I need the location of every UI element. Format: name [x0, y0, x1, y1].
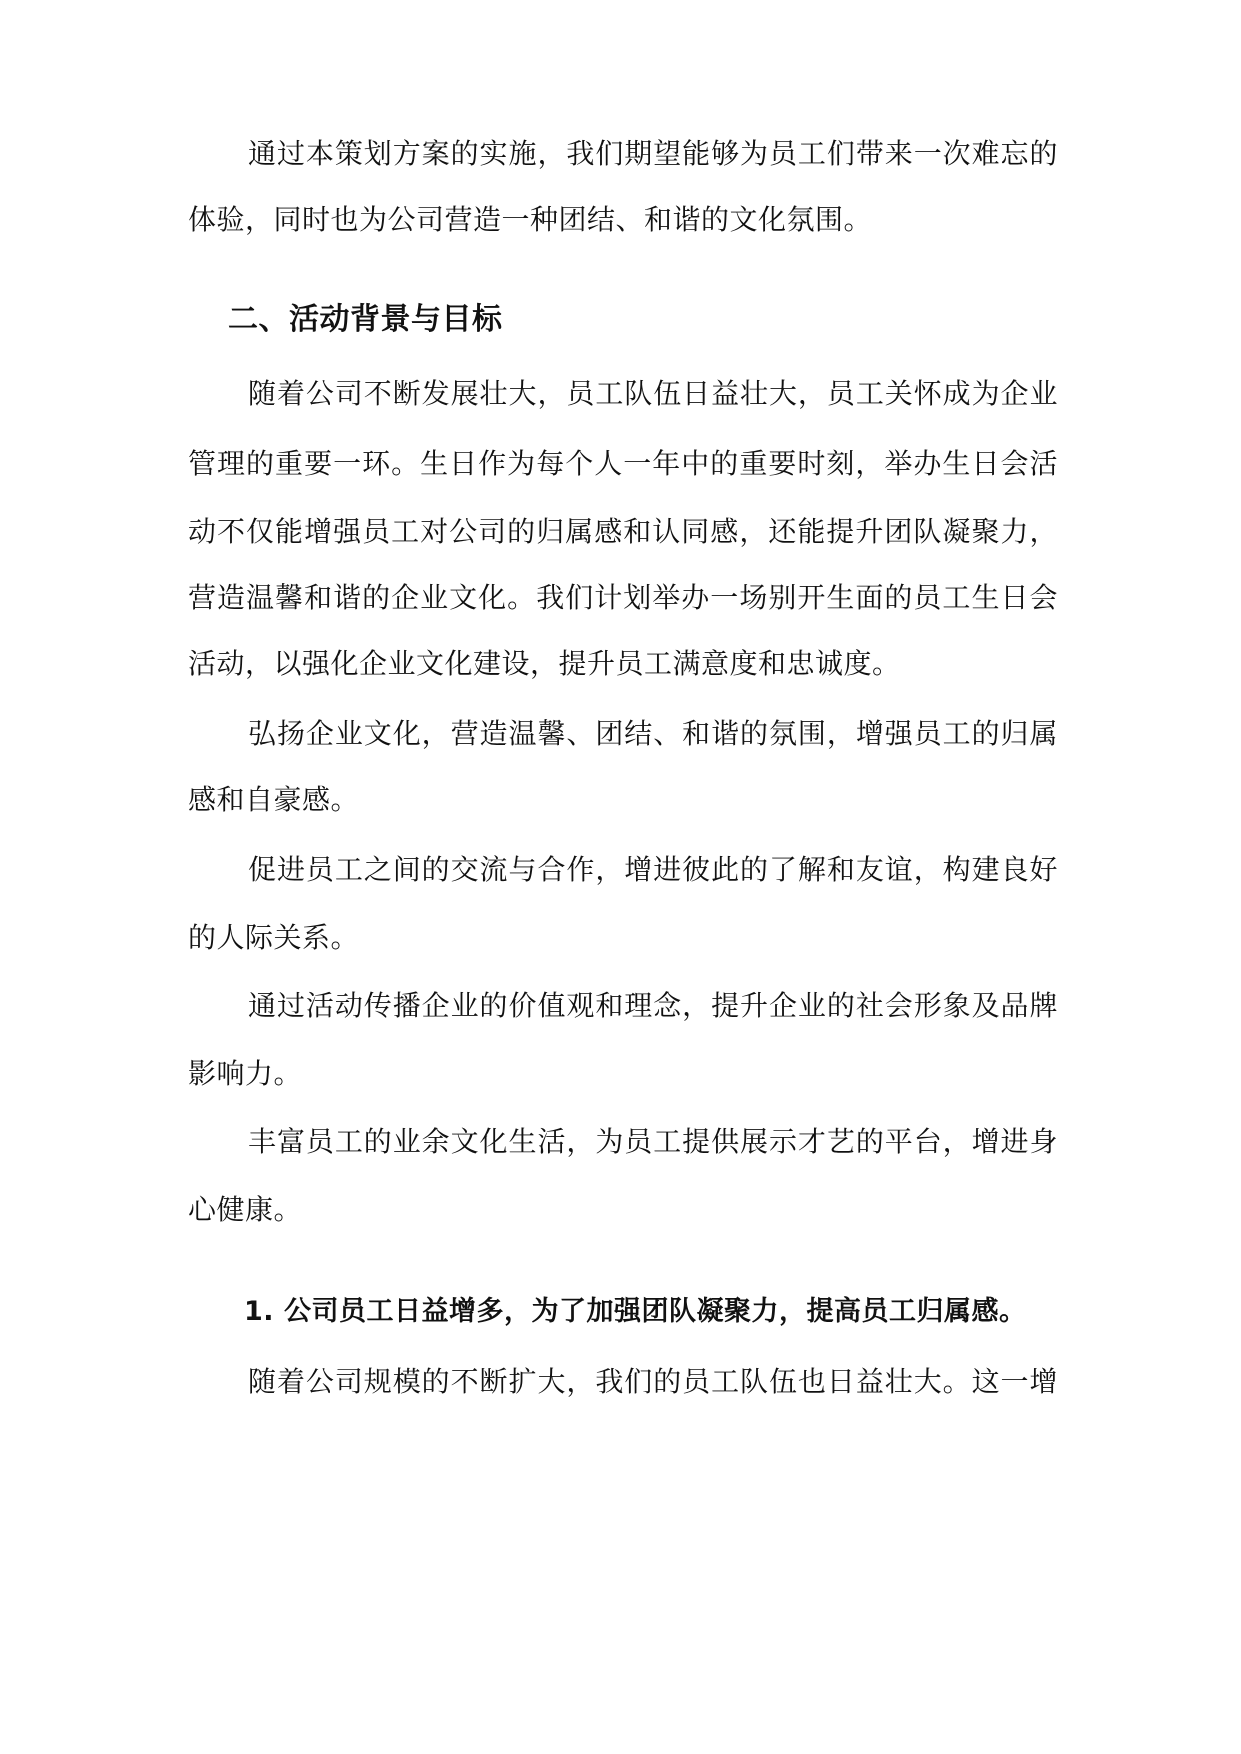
paragraph-line: 感和自豪感。 [188, 783, 360, 816]
intro-line-2: 体验，同时也为公司营造一种团结、和谐的文化氛围。 [188, 203, 873, 236]
paragraph-line: 的人际关系。 [188, 921, 360, 954]
paragraph-line: 心健康。 [188, 1193, 303, 1226]
paragraph-line: 通过活动传播企业的价值观和理念，提升企业的社会形象及品牌 [248, 989, 1058, 1022]
intro-line-1: 通过本策划方案的实施，我们期望能够为员工们带来一次难忘的 [248, 137, 1058, 170]
paragraph-line: 丰富员工的业余文化生活，为员工提供展示才艺的平台，增进身 [248, 1125, 1058, 1158]
paragraph-line: 随着公司规模的不断扩大，我们的员工队伍也日益壮大。这一增 [248, 1365, 1058, 1398]
paragraph-line: 促进员工之间的交流与合作，增进彼此的了解和友谊，构建良好 [248, 853, 1058, 886]
paragraph-line: 弘扬企业文化，营造温馨、团结、和谐的氛围，增强员工的归属 [248, 717, 1058, 750]
paragraph-line: 影响力。 [188, 1057, 303, 1090]
section-heading: 二、活动背景与目标 [228, 302, 503, 337]
subsection-heading: 1. 公司员工日益增多，为了加强团队凝聚力，提高员工归属感。 [244, 1296, 1027, 1327]
paragraph-line: 管理的重要一环。生日作为每个人一年中的重要时刻，举办生日会活 [188, 447, 1058, 480]
paragraph-line: 活动，以强化企业文化建设，提升员工满意度和忠诚度。 [188, 647, 901, 680]
paragraph-line: 动不仅能增强员工对公司的归属感和认同感，还能提升团队凝聚力， [188, 515, 1058, 548]
paragraph-line: 营造温馨和谐的企业文化。我们计划举办一场别开生面的员工生日会 [188, 581, 1058, 614]
paragraph-line: 随着公司不断发展壮大，员工队伍日益壮大，员工关怀成为企业 [248, 377, 1058, 410]
